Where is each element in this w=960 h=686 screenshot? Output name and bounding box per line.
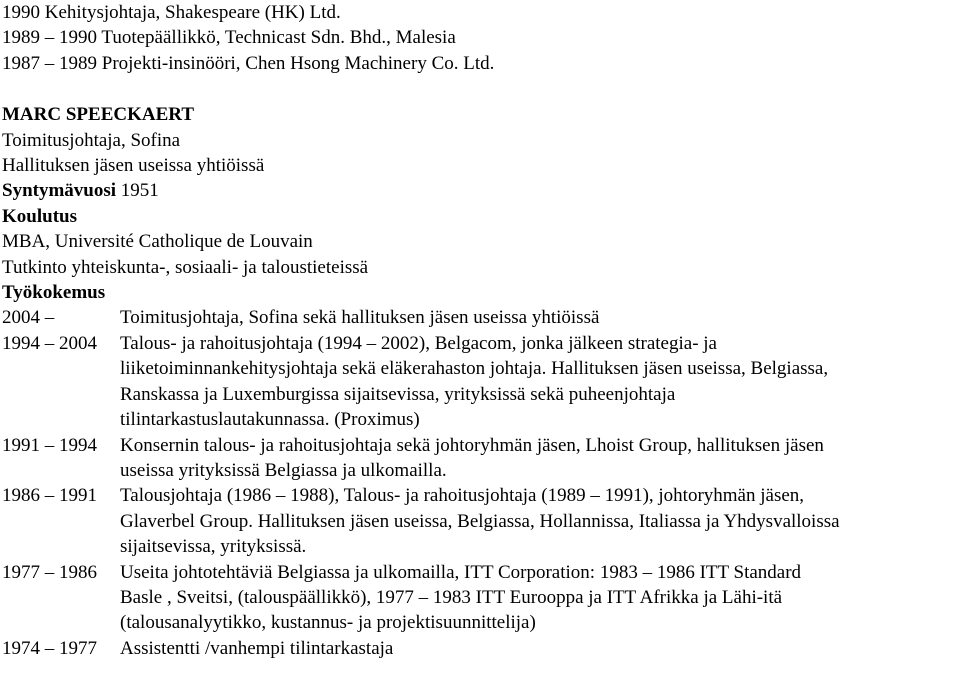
- education-item: Tutkinto yhteiskunta-, sosiaali- ja taloustieteissä: [2, 256, 369, 278]
- experience-heading: Työkokemus: [2, 282, 106, 304]
- experience-line: Talousjohtaja (1986 – 1988), Talous- ja rahoitusjohtaja (1989 – 1991), johtoryhmän jäsen,: [120, 485, 805, 507]
- experience-entry: [2, 636, 960, 661]
- person-name: MARC SPEECKAERT: [2, 104, 194, 126]
- experience-years: 1991 – 1994: [2, 434, 97, 456]
- birth-year: 1951: [120, 180, 159, 202]
- experience-line: tilintarkastuslautakunnassa. (Proximus): [120, 409, 420, 431]
- prior-role-line: 1990 Kehitysjohtaja, Shakespeare (HK) Ltd.: [2, 2, 341, 23]
- experience-years: 1977 – 1986: [2, 561, 97, 583]
- experience-entry: [2, 483, 960, 559]
- experience-line: Talous- ja rahoitusjohtaja (1994 – 2002), Belgacom, jonka jälkeen strategia- ja: [120, 332, 717, 354]
- prior-role-line: 1987 – 1989 Projekti-insinööri, Chen Hsong Machinery Co. Ltd.: [2, 52, 495, 74]
- experience-line: Ranskassa ja Luxemburgissa sijaitsevissa, yrityksissä sekä puheenjohtaja: [120, 383, 676, 405]
- birth-year-line: [2, 178, 960, 203]
- experience-line: Glaverbel Group. Hallituksen jäsen useissa, Belgiassa, Hollannissa, Italiassa ja Yhdysvalloissa: [120, 510, 840, 532]
- experience-line: Toimitusjohtaja, Sofina sekä hallituksen jäsen useissa yhtiöissä: [120, 307, 600, 329]
- experience-line: Useita johtotehtäviä Belgiassa ja ulkomailla, ITT Corporation: 1983 – 1986 ITT Standard: [120, 561, 802, 583]
- person-title: Toimitusjohtaja, Sofina: [2, 129, 181, 151]
- experience-line: liiketoiminnankehitysjohtaja sekä eläkerahaston johtaja. Hallituksen jäsen useissa, Belgiassa,: [120, 358, 829, 380]
- experience-years: 1986 – 1991: [2, 485, 97, 507]
- experience-line: Konsernin talous- ja rahoitusjohtaja sekä johtoryhmän jäsen, Lhoist Group, hallituksen jäsen: [120, 434, 824, 456]
- experience-text: [120, 305, 960, 330]
- education-item: MBA, Université Catholique de Louvain: [2, 231, 313, 253]
- education-heading: Koulutus: [2, 205, 77, 227]
- experience-line: Basle , Sveitsi, (talouspäällikkö), 1977 – 1983 ITT Eurooppa ja ITT Afrikka ja Lähi-itä: [120, 586, 783, 608]
- spacer: [2, 76, 960, 102]
- experience-text: [120, 636, 960, 661]
- prior-role-line: 1989 – 1990 Tuotepäällikkö, Technicast Sdn. Bhd., Malesia: [2, 27, 456, 49]
- experience-entry: [2, 433, 960, 484]
- experience-line: useissa yrityksissä Belgiassa ja ulkomailla.: [120, 459, 447, 481]
- experience-years: 1994 – 2004: [2, 332, 97, 354]
- experience-entry: [2, 560, 960, 636]
- experience-text: [120, 483, 960, 559]
- experience-years: 1974 – 1977: [2, 637, 97, 659]
- birth-label: Syntymävuosi: [2, 180, 117, 202]
- experience-text: [120, 560, 960, 636]
- experience-text: [120, 331, 960, 433]
- person-title: Hallituksen jäsen useissa yhtiöissä: [2, 155, 265, 177]
- experience-line: Assistentti /vanhempi tilintarkastaja: [120, 637, 394, 659]
- experience-years: 2004 –: [2, 307, 55, 329]
- experience-entry: [2, 305, 960, 330]
- experience-entry: [2, 331, 960, 433]
- experience-text: [120, 433, 960, 484]
- experience-line: (talousanalyytikko, kustannus- ja projektisuunnittelija): [120, 612, 536, 634]
- experience-line: sijaitsevissa, yrityksissä.: [120, 536, 307, 558]
